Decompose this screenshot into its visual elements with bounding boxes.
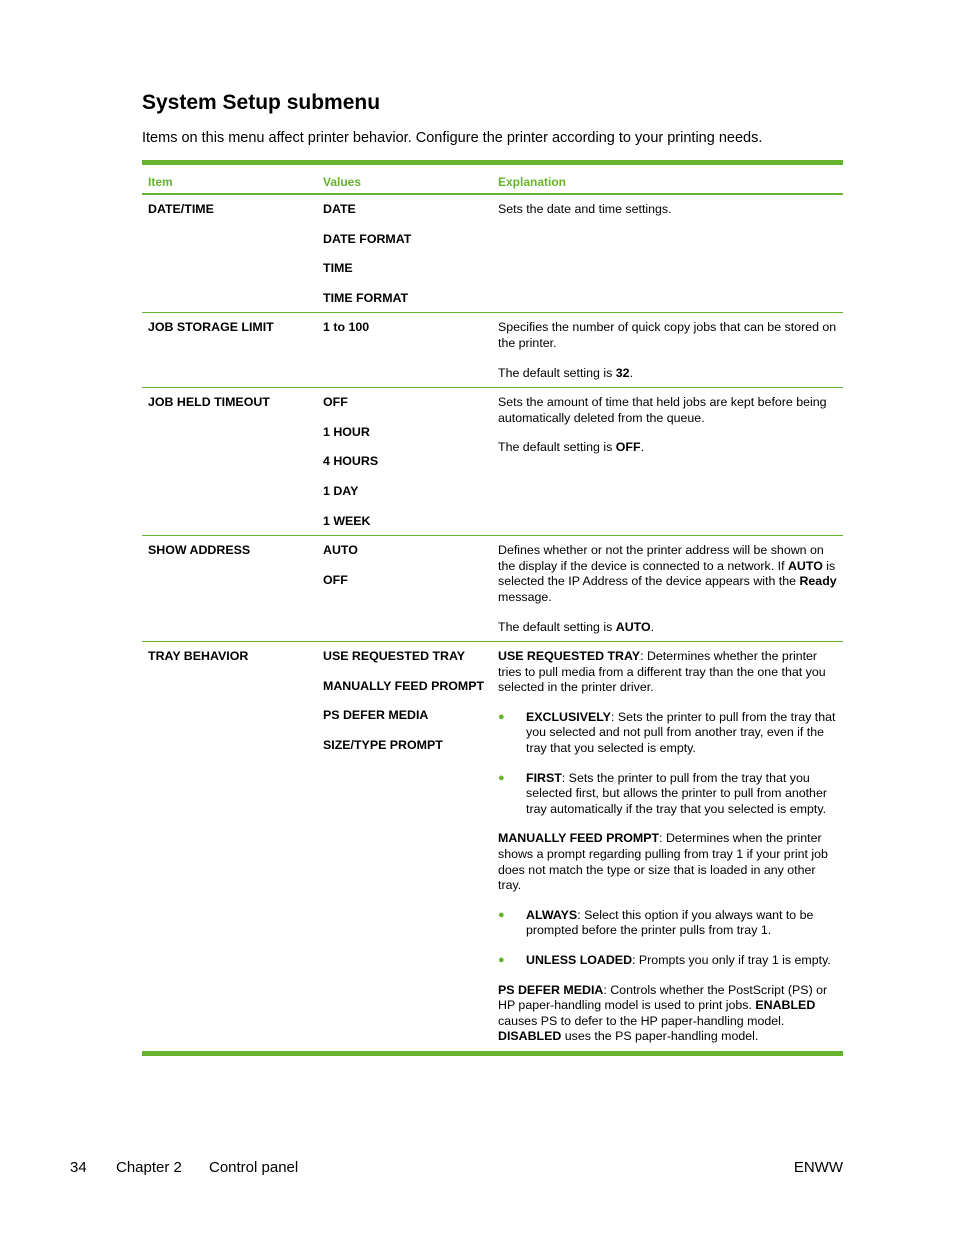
row-item: JOB HELD TIMEOUT [148, 395, 270, 410]
value-item: USE REQUESTED TRAY [323, 649, 466, 664]
explanation-text [498, 649, 839, 696]
text-run: causes PS to defer to the HP paper-handling model. [498, 1013, 785, 1028]
text-run: : Determines when the printer shows a prompt regarding pulling from tray 1 if your print job does not match the type or size that is loaded in any other tray. [498, 831, 828, 893]
value-item: 1 HOUR [323, 424, 370, 439]
row-values [317, 388, 492, 535]
list-item [498, 771, 839, 818]
explanation-text [498, 831, 839, 893]
text-bold: USE REQUESTED TRAY [498, 649, 641, 664]
explanation-text: Sets the date and time settings. [498, 202, 672, 216]
bullet-text [526, 710, 839, 757]
row-values [317, 536, 492, 641]
value-item: TIME FORMAT [323, 290, 409, 305]
page-number: 34 [70, 1159, 87, 1176]
row-values [317, 313, 492, 387]
value-item: SIZE/TYPE PROMPT [323, 737, 443, 752]
footer-chapter: Chapter 2 [116, 1159, 182, 1176]
row-values [317, 195, 492, 312]
text-run: is selected the IP Address of the device appears with the [498, 558, 836, 589]
default-text: The default setting is [498, 440, 616, 455]
table-row [142, 195, 843, 313]
row-explanation [492, 313, 843, 387]
text-run: : Select this option if you always want to be prompted before the printer pulls from tray 1. [526, 907, 814, 938]
list-item [498, 908, 839, 939]
bullet-dot-icon: ● [498, 908, 505, 921]
text-bold: ALWAYS [526, 907, 578, 922]
table-row [142, 313, 843, 388]
default-value: 32 [615, 365, 630, 380]
text-run: : Sets the printer to pull from the tray that you selected and not pull from another tray, even if the tray that you selected is empty. [526, 709, 836, 756]
value-item: AUTO [323, 543, 358, 558]
text-run: : Controls whether the PostScript (PS) or HP paper-handling model is used to print jobs. [498, 982, 828, 1013]
text-run: message. [498, 589, 552, 604]
settings-table [142, 160, 843, 1056]
text-bold: FIRST [526, 770, 562, 785]
row-values [317, 642, 492, 1051]
default-setting: The default setting is AUTO. [498, 619, 655, 634]
text-run: : Determines whether the printer tries to pull media from a different tray than the one that you selected in the printer driver. [498, 649, 826, 695]
explanation-text [498, 543, 839, 605]
bullet-dot-icon: ● [498, 954, 505, 966]
explanation-text [498, 983, 839, 1045]
header-values: Values [323, 175, 362, 189]
value-item: DATE FORMAT [323, 231, 412, 246]
row-explanation [492, 195, 843, 312]
text-bold: Ready [799, 574, 837, 589]
text-bold: ENABLED [755, 998, 816, 1013]
list-item [498, 710, 839, 757]
text-bold: EXCLUSIVELY [526, 709, 611, 724]
value-item: MANUALLY FEED PROMPT [323, 678, 485, 693]
value-item: 4 HOURS [323, 454, 379, 469]
text-run: : Prompts you only if tray 1 is empty. [632, 953, 831, 967]
row-item: DATE/TIME [148, 202, 214, 216]
default-value: OFF [615, 440, 641, 455]
footer-section: Control panel [209, 1159, 299, 1176]
row-item: TRAY BEHAVIOR [148, 649, 249, 664]
default-setting: The default setting is 32. [498, 365, 634, 380]
table-row [142, 536, 843, 642]
default-text: The default setting is [498, 365, 616, 380]
bullet-dot-icon: ● [498, 771, 505, 784]
row-item: JOB STORAGE LIMIT [148, 320, 274, 335]
list-item [498, 953, 839, 969]
value-item: 1 WEEK [323, 513, 371, 528]
text-bold: MANUALLY FEED PROMPT [498, 831, 660, 846]
row-explanation [492, 642, 843, 1051]
bullet-text [526, 908, 839, 939]
value-item: OFF [323, 572, 348, 587]
value-item: TIME [323, 261, 353, 276]
footer-locale: ENWW [793, 1159, 843, 1176]
value-item: 1 to 100 [323, 320, 370, 335]
value-item: DATE [323, 202, 356, 216]
explanation-text: Sets the amount of time that held jobs are kept before being automatically deleted from the queue. [498, 395, 827, 425]
header-item: Item [148, 175, 173, 189]
intro-text: Items on this menu affect printer behavior. Configure the printer according to your printing needs. [142, 130, 763, 146]
table-row [142, 388, 843, 536]
bullet-text [526, 953, 839, 969]
row-explanation [492, 536, 843, 641]
default-setting: The default setting is OFF. [498, 440, 645, 455]
row-item: SHOW ADDRESS [148, 543, 251, 558]
page-footer [70, 1157, 843, 1179]
explanation-text: Specifies the number of quick copy jobs that can be stored on the printer. [498, 320, 837, 350]
table-row [142, 642, 843, 1051]
text-run: uses the PS paper-handling model. [561, 1029, 759, 1044]
bullet-dot-icon: ● [498, 710, 505, 723]
default-value: AUTO [615, 619, 651, 634]
value-item: OFF [323, 395, 348, 410]
text-bold: AUTO [787, 558, 823, 573]
page-title: System Setup submenu [142, 91, 381, 114]
text-bold: UNLESS LOADED [526, 953, 633, 967]
text-bold: DISABLED [498, 1029, 562, 1044]
header-explanation: Explanation [498, 175, 567, 189]
text-bold: PS DEFER MEDIA [498, 982, 604, 997]
bullet-text [526, 771, 839, 818]
row-explanation [492, 388, 843, 535]
text-run: Defines whether or not the printer address will be shown on the display if the device is connected to a network. If [498, 543, 824, 573]
value-item: 1 DAY [323, 483, 359, 498]
table-header [142, 165, 843, 195]
value-item: PS DEFER MEDIA [323, 708, 429, 723]
default-text: The default setting is [498, 619, 616, 634]
text-run: : Sets the printer to pull from the tray that you selected first, but allows the printer to pull from another tray automatically if the tray that you selected is empty. [526, 770, 827, 816]
